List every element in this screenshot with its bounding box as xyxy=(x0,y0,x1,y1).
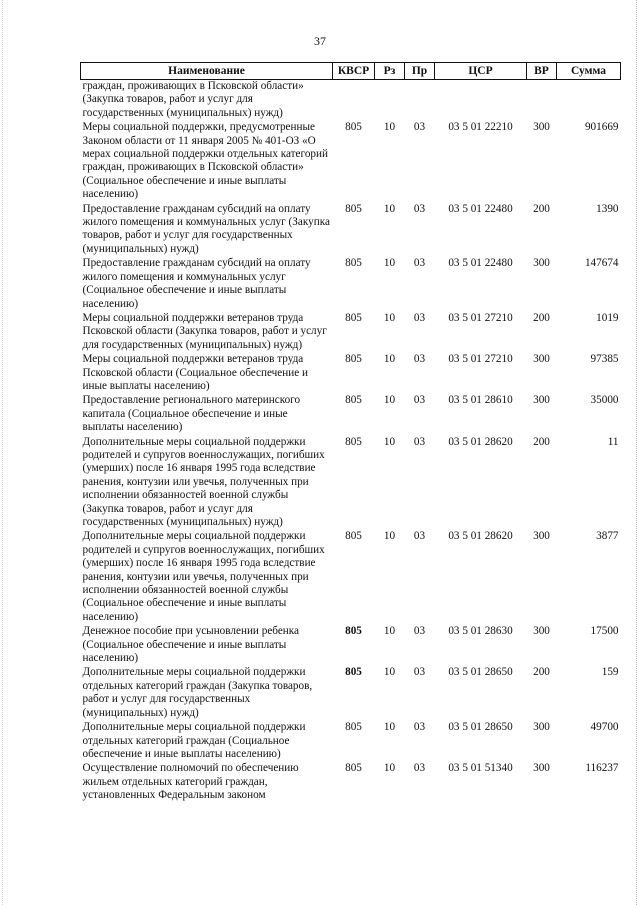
row-csr: 03 5 01 28620 xyxy=(448,530,513,543)
header-vr: ВР xyxy=(527,63,557,80)
row-vr: 300 xyxy=(533,257,550,270)
row-kvsr: 805 xyxy=(345,311,362,324)
row-name: Осуществление полномочий по обеспечению жильем отдельных категорий граждан, установленных Федеральным законом xyxy=(82,762,299,802)
header-rz: Рз xyxy=(375,63,405,80)
row-csr: 03 5 01 27210 xyxy=(448,353,513,366)
header-csr: ЦСР xyxy=(435,63,527,80)
row-rz: 10 xyxy=(383,762,396,775)
row-sum: 11 xyxy=(607,435,619,448)
row-kvsr: 805 xyxy=(345,435,362,448)
table-row xyxy=(81,312,621,353)
row-rz: 10 xyxy=(383,625,396,638)
row-pr: 03 xyxy=(413,530,426,543)
table-row xyxy=(81,80,621,122)
row-pr: 03 xyxy=(413,762,426,775)
row-kvsr: 805 xyxy=(345,257,362,270)
row-kvsr: 805 xyxy=(345,121,362,134)
row-rz: 10 xyxy=(383,202,396,215)
row-name: Дополнительные меры социальной поддержки отдельных категорий граждан (Закупка товаров, работ и услуг для государственных (муниципальных) нужд) xyxy=(82,666,313,719)
table-row xyxy=(81,762,621,803)
row-sum xyxy=(557,80,621,122)
row-sum: 49700 xyxy=(590,721,619,734)
row-pr: 03 xyxy=(413,435,426,448)
row-rz xyxy=(375,80,405,122)
row-rz: 10 xyxy=(383,435,396,448)
row-name: Меры социальной поддержки, предусмотренные Законом области от 11 января 2005 № 401-ОЗ «О мерах социальной поддержки отдельных категорий граждан, проживающих в Псковской области» (Социальное обеспечение и иные выплаты населению) xyxy=(82,121,328,201)
row-sum: 1019 xyxy=(596,311,619,324)
row-sum: 1390 xyxy=(596,202,619,215)
row-rz: 10 xyxy=(383,257,396,270)
table-row xyxy=(81,203,621,258)
header-name: Наименование xyxy=(81,63,333,80)
row-rz: 10 xyxy=(383,666,396,679)
table-row xyxy=(81,394,621,435)
row-vr: 300 xyxy=(533,762,550,775)
row-rz: 10 xyxy=(383,721,396,734)
table-row xyxy=(81,721,621,762)
row-vr: 200 xyxy=(533,666,550,679)
row-pr: 03 xyxy=(413,625,426,638)
row-vr: 300 xyxy=(533,353,550,366)
row-name: Дополнительные меры социальной поддержки отдельных категорий граждан (Социальное обеспечение и иные выплаты населению) xyxy=(82,721,306,760)
row-kvsr: 805 xyxy=(345,353,362,366)
row-kvsr: 805 xyxy=(345,530,362,543)
row-vr: 300 xyxy=(533,625,550,638)
row-sum: 35000 xyxy=(590,394,619,407)
row-vr: 300 xyxy=(533,394,550,407)
row-kvsr: 805 xyxy=(345,625,362,638)
row-csr: 03 5 01 51340 xyxy=(448,762,513,775)
row-name: Денежное пособие при усыновлении ребенка (Социальное обеспечение и иные выплаты населению) xyxy=(82,625,300,665)
row-vr: 300 xyxy=(533,721,550,734)
row-csr: 03 5 01 22480 xyxy=(448,257,513,270)
row-pr: 03 xyxy=(413,666,426,679)
row-vr: 200 xyxy=(533,202,550,215)
row-rz: 10 xyxy=(383,530,396,543)
table-row xyxy=(81,257,621,312)
header-kvsr: КВСР xyxy=(333,63,375,80)
row-name: Предоставление гражданам субсидий на оплату жилого помещения и коммунальных услуг (Закупка товаров, работ и услуг для государственных (муниципальных) нужд) xyxy=(82,202,330,255)
table-row xyxy=(81,666,621,721)
header-pr: Пр xyxy=(405,63,435,80)
row-rz: 10 xyxy=(383,394,396,407)
row-kvsr: 805 xyxy=(345,666,362,679)
row-sum: 17500 xyxy=(590,625,619,638)
row-vr: 300 xyxy=(533,530,550,543)
row-kvsr xyxy=(333,80,375,122)
row-vr: 200 xyxy=(533,435,550,448)
row-csr: 03 5 01 27210 xyxy=(448,311,513,324)
row-name: Предоставление регионального материнского капитала (Социальное обеспечение и иные выплаты населению) xyxy=(82,394,301,434)
table-row xyxy=(81,436,621,531)
row-name: Дополнительные меры социальной поддержки родителей и супругов военнослужащих, погибших (умерших) после 16 января 1995 года вследствие ранения, контузии или увечья, полученных при исполнении обязанностей военной службы (Социальное обеспечение и иные выплаты населению) xyxy=(82,530,325,623)
row-kvsr: 805 xyxy=(345,202,362,215)
row-name: Меры социальной поддержки ветеранов труда Псковской области (Закупка товаров, работ и услуг для государственных (муниципальных) нужд) xyxy=(82,311,327,351)
row-vr: 200 xyxy=(533,311,550,324)
row-csr: 03 5 01 28630 xyxy=(448,625,513,638)
row-sum: 147674 xyxy=(584,257,619,270)
row-vr: 300 xyxy=(533,121,550,134)
table-row xyxy=(81,121,621,202)
row-pr: 03 xyxy=(413,202,426,215)
row-sum: 116237 xyxy=(585,762,619,775)
budget-table xyxy=(80,62,621,804)
row-kvsr: 805 xyxy=(345,394,362,407)
row-vr xyxy=(527,80,557,122)
row-rz: 10 xyxy=(383,353,396,366)
header-sum: Сумма xyxy=(557,63,621,80)
table-row xyxy=(81,530,621,625)
row-name: Меры социальной поддержки ветеранов труда Псковской области (Социальное обеспечение и иные выплаты населению) xyxy=(82,353,308,392)
row-sum: 159 xyxy=(601,666,619,679)
row-pr: 03 xyxy=(413,121,426,134)
scan-edge-left xyxy=(0,0,3,905)
row-csr xyxy=(435,80,527,122)
row-name: Дополнительные меры социальной поддержки родителей и супругов военнослужащих, погибших (умерших) после 16 января 1995 года вследствие ранения, контузии или увечья, полученных при исполнении обязанностей военной службы (Закупка товаров, работ и услуг для государственных (муниципальных) нужд) xyxy=(82,435,325,528)
row-csr: 03 5 01 28620 xyxy=(448,435,513,448)
row-csr: 03 5 01 22210 xyxy=(448,121,513,134)
row-pr: 03 xyxy=(413,353,426,366)
table-row xyxy=(81,353,621,394)
row-csr: 03 5 01 28650 xyxy=(448,666,513,679)
page-number: 37 xyxy=(314,34,326,48)
row-rz: 10 xyxy=(383,311,396,324)
row-pr: 03 xyxy=(413,721,426,734)
row-sum: 901669 xyxy=(584,121,619,134)
row-csr: 03 5 01 22480 xyxy=(448,202,513,215)
row-rz: 10 xyxy=(383,121,396,134)
row-csr: 03 5 01 28650 xyxy=(448,721,513,734)
row-pr: 03 xyxy=(413,257,426,270)
row-sum: 3877 xyxy=(596,530,619,543)
row-name: граждан, проживающих в Псковской области» (Закупка товаров, работ и услуг для государственных (муниципальных) нужд) xyxy=(82,80,304,119)
row-name: Предоставление гражданам субсидий на оплату жилого помещения и коммунальных услуг (Социальное обеспечение и иные выплаты населению) xyxy=(82,257,311,310)
row-pr xyxy=(405,80,435,122)
scan-edge-right xyxy=(636,0,640,905)
row-kvsr: 805 xyxy=(345,721,362,734)
row-pr: 03 xyxy=(413,311,426,324)
row-kvsr: 805 xyxy=(345,762,362,775)
table-header-row xyxy=(81,63,621,80)
row-pr: 03 xyxy=(413,394,426,407)
row-sum: 97385 xyxy=(590,353,619,366)
table-row xyxy=(81,625,621,666)
row-csr: 03 5 01 28610 xyxy=(448,394,513,407)
